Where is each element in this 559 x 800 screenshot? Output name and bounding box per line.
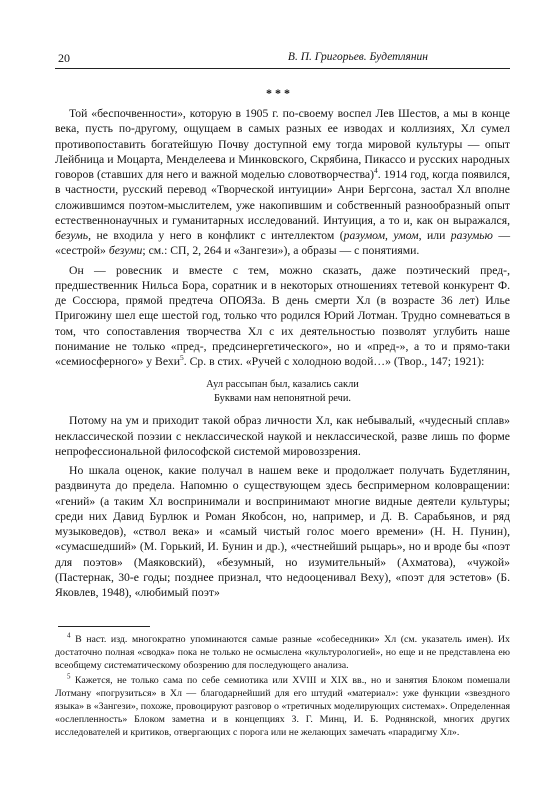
footnote-ref: 5 (180, 353, 184, 363)
verse-quote (55, 378, 510, 406)
paragraph: Он — ровесник и вместе с тем, можно сказать, даже поэтический пред-, предшественник Нильса Бора, соратник и в некоторых отношениях тетевой конкурент Ф. де Соссюра, прямой предтеча ОПОЯЗа. В день смерти Хл (в возрасте 36 лет) Илье Пригожину шел еще шестой год, только что родился Юрий Лотман. Трудно сомневаться в том, что сопоставления творчества Хл с их деятельностью позволят углубить наше понимание не только «пред-, предсинергетического», но и «пред-», а то и прямо-таки «семиосферного» у Вехи$^5$. Ср. в стих. «Ручей с холодною водой…» (Твор., 147; 1921): (55, 263, 510, 368)
paragraph: Потому на ум и приходит такой образ личности Хл, как небывалый, «чудесный сплав» неклассической поэзии с неклассической наукой и неклассической, разве лишь по форме непрофессиональной философской системой мировоззрения. (55, 414, 510, 458)
footnote-ref: 4 (373, 166, 378, 176)
footnote-number: 4 (67, 631, 71, 640)
section-separator: *** (266, 86, 293, 100)
footnote-number: 5 (67, 672, 71, 681)
page-number: 20 (58, 51, 70, 65)
verse-line: Буквами нам непонятной речи. (213, 393, 352, 405)
main-text (55, 106, 510, 604)
verse-line: Аул рассыпан был, казались сакли (206, 379, 359, 391)
paragraph: Но шкала оценок, какие получал в нашем веке и продолжает получать Будетлянин, раздвинута до предела. Напомню о существующем здесь беспримерном коловращении: «гений» (а таким Хл воспринимали и воспринимают многие видные деятели культуры; среди них Давид Бурлюк и Роман Якобсон, но, например, и Д. В. Сарабьянов, и ряд музыковедов), «ствол века» и «самый чистый голос моего времени» (Н. Н. Пунин), «сумасшедший» (М. Горький, И. Бунин и др.), «честнейший рыцарь», но и вроде бы «поэт для поэтов» (Маяковский), «безумный, но изумительный» (Ахматова), «чужой» (Пастернак, 30-е годы; позднее признал, что недооценивал Веху), «поэт для эстетов» (Б. Яковлев, 1948), «любимый поэт» (55, 464, 510, 599)
running-head: В. П. Григорьев. Будетлянин (287, 51, 428, 63)
footnote: $^5$ Кажется, не только сама по себе семиотика или XVIII и XIX вв., но и занятия Блоком помешали Лотману «погрузиться» в Хл — благодарнейший для его штудий «материал»: уже функции «звездного языка» в «Зангези», похоже, провоцируют разговор о «третичных моделирующих системах». Определенная «ослепленность» Блоком заметна и в концепциях З. Г. Минц, И. Б. Роднянской, многих других исследователей и критиков, отвергающих с порога или не желающих замечать «парадигму Хл». (55, 672, 510, 739)
footnote: $^4$ В наст. изд. многократно упоминаются самые разные «собеседники» Хл (см. указатель имен). Их достаточно полная «сводка» пока не только не осмыслена «культурологией», но еще и не представлена ею всеобщему систематическому обозрению для последующего анализа. (55, 631, 510, 672)
paragraph: Той «беспочвенности», которую в 1905 г. по-своему воспел Лев Шестов, а мы в конце века, пусть по-другому, ощущаем в самых разных ее изводах и коллизиях, Хл сумел противопоставить богатейшую Почву доступной ему тогда мировой культуры — опыт Лейбница и Моцарта, Менделеева и Минковского, Скрябина, Пикассо и русских народных говоров (ставших для него и важной моделью словотворчества)$^4$. 1914 год, когда появился, в частности, русский перевод «Творческой интуиции» Анри Бергсона, застал Хл вполне сложившимся поэтом-мыслителем, уже накопившим и собственный разнообразный опыт естественнонаучных и гуманитарных исследований. Интуиция, а то и, как он выражался, безумь, не входила у него в конфликт с интеллектом (разумом, умом, или разумью — «сестрой» безуми; см.: СП, 2, 264 и «Зангези»), а образы — с понятиями. (55, 107, 511, 258)
page-header (55, 50, 510, 69)
footnote-rule (58, 626, 150, 627)
footnotes (55, 633, 510, 741)
